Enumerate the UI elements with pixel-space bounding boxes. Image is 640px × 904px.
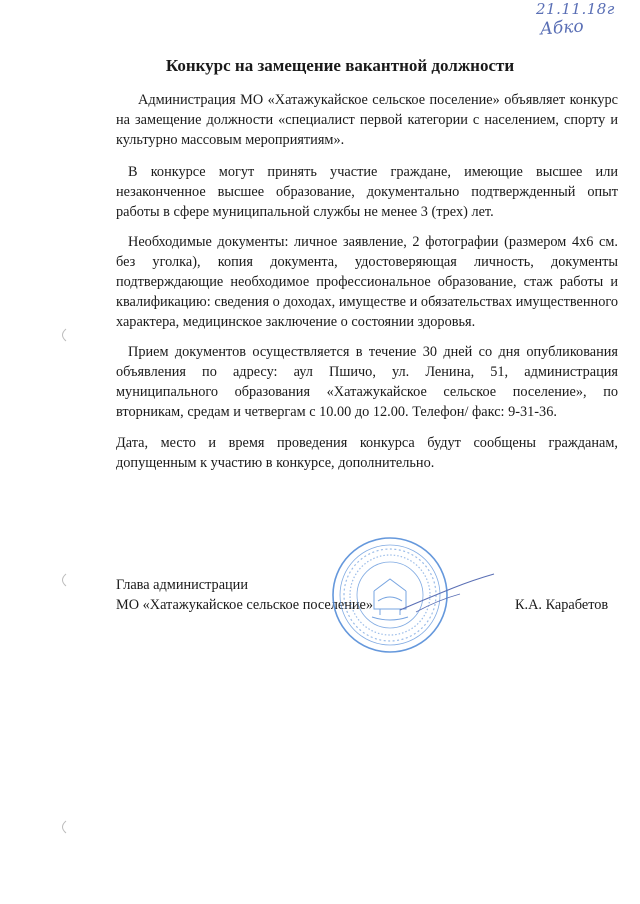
paragraph-requirements: В конкурсе могут принять участие граждане, имеющие высшее или незаконченное высшее образование, документально подтвержденный опыт работы в сфере муниципальной службы не менее 3 (трех) лет. [116,164,618,220]
paragraph-announcement: Администрация МО «Хатажукайское сельское поселение» объявляет конкурс на замещение должности «специалист первой категории с населением, спорту и культурно массовым мероприятиям». [116,92,618,148]
paragraph-submission: Прием документов осуществляется в течение 30 дней со дня опубликования объявления по адресу: аул Пшичо, ул. Ленина, 51, администрация муниципального образования «Хатажукайское сельское поселение», по вторникам, средам и четвергам с 10.00 до 12.00. Телефон/ факс: 9-31-36. [116,344,618,420]
handwritten-date: 21.11.18г [536,0,615,18]
signatory-name: К.А. Карабетов [515,597,609,613]
paragraph-documents: Необходимые документы: личное заявление, 2 фотографии (размером 4х6 см. без уголка), копия документа, удостоверяющая личность, документы подтверждающие необходимое профессиональное образование, стаж работы и квалификацию: сведения о доходах, имуществе и обязательствах имущественного характера, медицинское заключение о состоянии здоровья. [116,234,618,330]
scan-mark [58,573,68,587]
signature-stroke [398,570,498,620]
scan-mark [58,328,68,342]
document-title: Конкурс на замещение вакантной должности [165,56,515,75]
signatory-organization: МО «Хатажукайское сельское поселение» [116,597,374,613]
handwritten-signature: Абко [539,16,585,40]
scan-mark [58,820,68,834]
paragraph-notice: Дата, место и время проведения конкурса будут сообщены гражданам, допущенным к участию в конкурсе, дополнительно. [116,435,618,471]
signatory-position: Глава администрации [116,577,248,593]
